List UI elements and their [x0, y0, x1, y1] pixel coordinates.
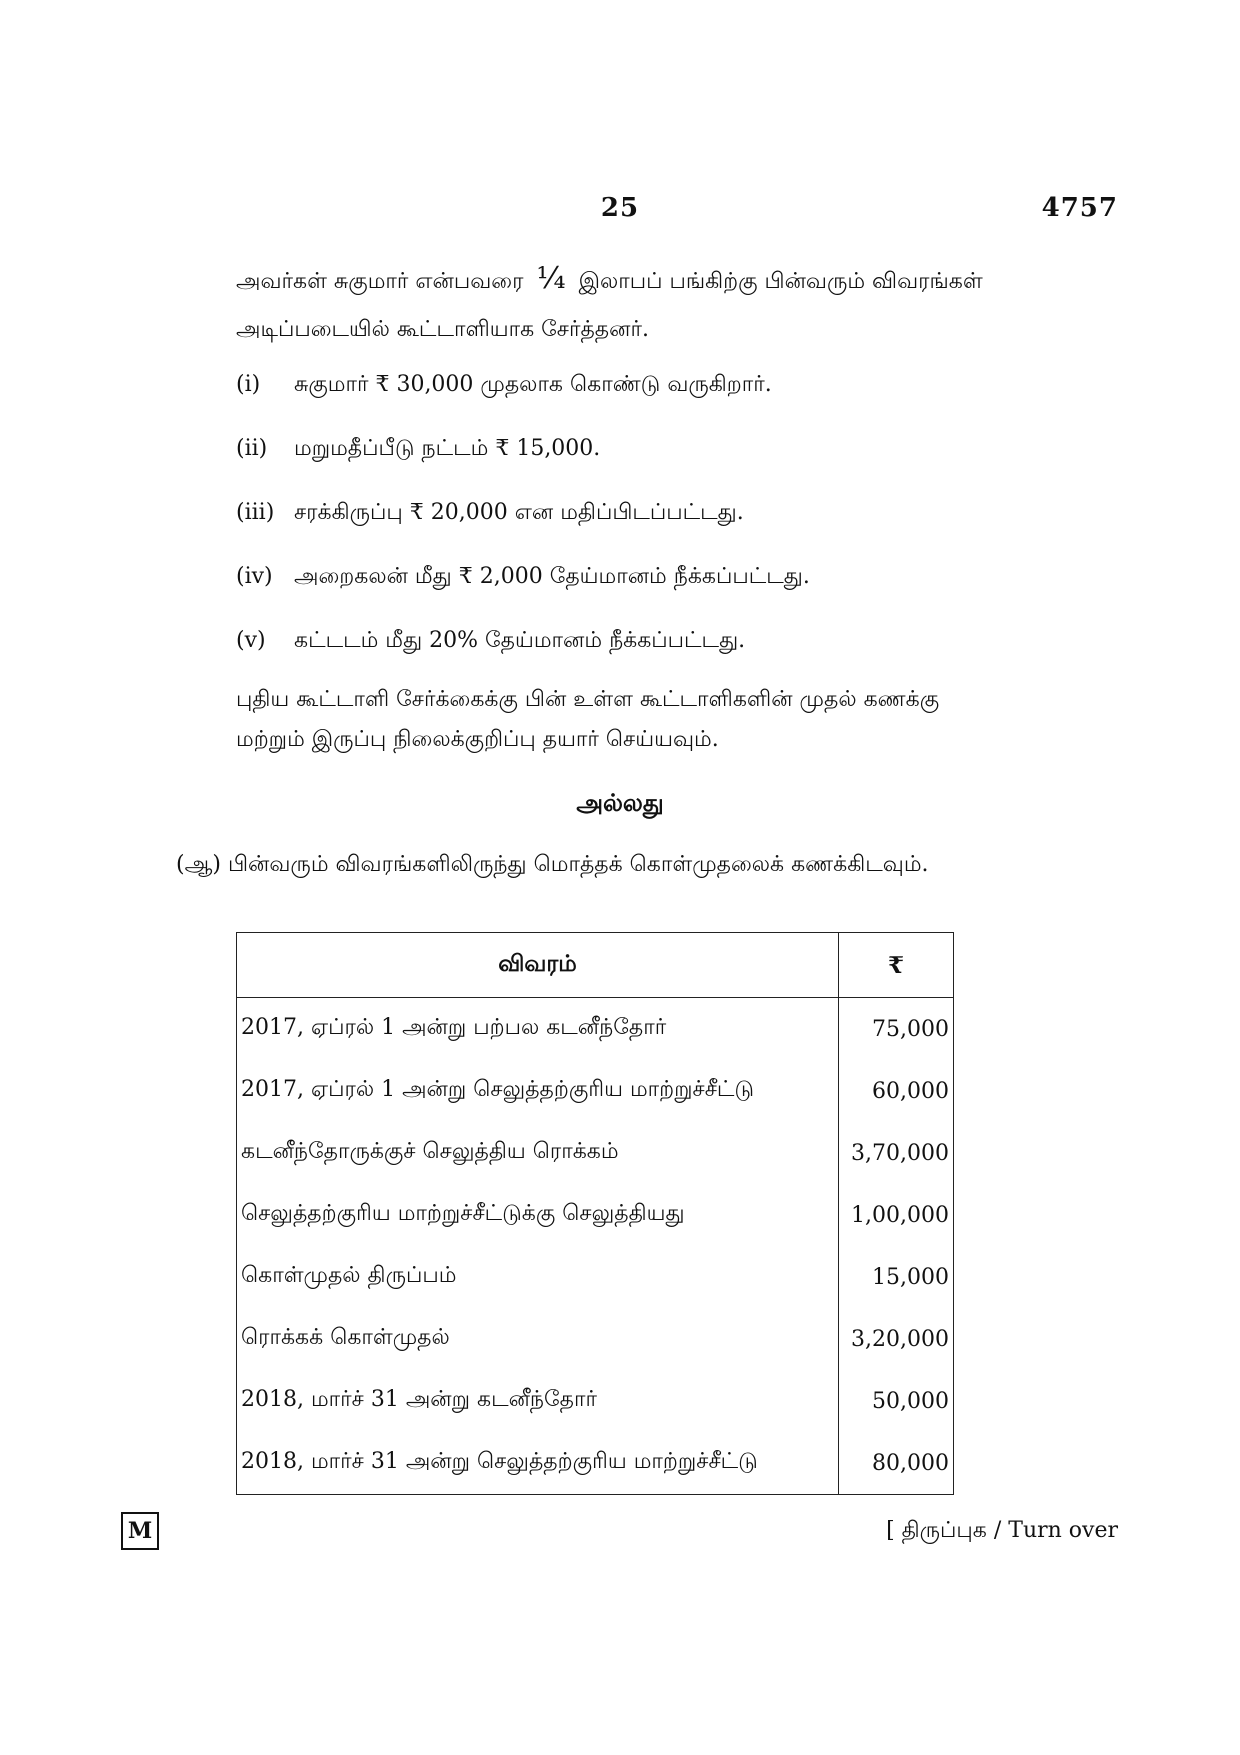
row-amount: 3,70,000: [839, 1122, 954, 1184]
item-number: (i): [236, 372, 261, 397]
share-fraction: ¼: [536, 261, 566, 296]
instruction-line-1: புதிய கூட்டாளி சேர்க்கைக்கு பின் உள்ள கூட்டாளிகளின் முதல் கணக்கு: [236, 687, 940, 712]
table-row: [237, 1432, 954, 1495]
particulars-header: விவரம்: [237, 933, 839, 998]
item-text: மறுமதீப்பீடு நட்டம் ₹ 15,000.: [294, 436, 601, 461]
list-item: [236, 372, 772, 400]
row-amount: 50,000: [839, 1370, 954, 1432]
list-item: [236, 564, 810, 592]
intro-line-1-start: அவர்கள் சுகுமார் என்பவரை: [236, 269, 524, 294]
table-row: [237, 1184, 954, 1246]
table-row: [237, 998, 954, 1061]
table-header-row: [237, 933, 954, 998]
row-amount: 1,00,000: [839, 1184, 954, 1246]
row-label: ரொக்கக் கொள்முதல்: [237, 1308, 839, 1370]
turn-over-note: [ திருப்புக / Turn over: [886, 1518, 1118, 1543]
item-number: (v): [236, 628, 266, 653]
m-box-marker: M: [121, 1512, 159, 1550]
row-amount: 15,000: [839, 1246, 954, 1308]
row-amount: 60,000: [839, 1060, 954, 1122]
page-number: 25: [600, 193, 640, 223]
row-label: 2017, ஏப்ரல் 1 அன்று பற்பல கடனீந்தோர்: [237, 998, 839, 1061]
item-number: (ii): [236, 436, 268, 461]
paper-code: 4757: [1041, 193, 1118, 223]
intro-line-2: அடிப்படையில் கூட்டாளியாக சேர்த்தனர்.: [236, 317, 649, 342]
row-amount: 75,000: [839, 998, 954, 1061]
row-label: செலுத்தற்குரிய மாற்றுச்சீட்டுக்கு செலுத்தியது: [237, 1184, 839, 1246]
intro-line-1: [236, 255, 1086, 306]
item-number: (iv): [236, 564, 273, 589]
item-number: (iii): [236, 500, 275, 525]
or-separator: அல்லது: [576, 788, 664, 817]
intro-line-1-end: இலாபப் பங்கிற்கு பின்வரும் விவரங்கள்: [578, 269, 983, 294]
item-text: சுகுமார் ₹ 30,000 முதலாக கொண்டு வருகிறார்.: [294, 372, 772, 397]
row-label: 2018, மார்ச் 31 அன்று கடனீந்தோர்: [237, 1370, 839, 1432]
list-item: [236, 628, 745, 656]
intro-paragraph: [236, 255, 1086, 354]
row-label: கொள்முதல் திருப்பம்: [237, 1246, 839, 1308]
question-b: (ஆ) பின்வரும் விவரங்களிலிருந்து மொத்தக் கொள்முதலைக் கணக்கிடவும்.: [176, 852, 929, 877]
row-amount: 80,000: [839, 1432, 954, 1495]
table-row: [237, 1308, 954, 1370]
list-item: [236, 500, 744, 528]
instruction-line-2: மற்றும் இருப்பு நிலைக்குறிப்பு தயார் செய்யவும்.: [236, 727, 719, 752]
item-text: கட்டடம் மீது 20% தேய்மானம் நீக்கப்பட்டது.: [294, 628, 746, 653]
table-row: [237, 1246, 954, 1308]
row-label: 2017, ஏப்ரல் 1 அன்று செலுத்தற்குரிய மாற்றுச்சீட்டு: [237, 1060, 839, 1122]
row-amount: 3,20,000: [839, 1308, 954, 1370]
table-row: [237, 1060, 954, 1122]
table-row: [237, 1370, 954, 1432]
purchases-table: [236, 932, 954, 1495]
list-item: [236, 436, 600, 464]
amount-header: ₹: [839, 933, 954, 998]
item-text: சரக்கிருப்பு ₹ 20,000 என மதிப்பிடப்பட்டது.: [294, 500, 744, 525]
row-label: கடனீந்தோருக்குச் செலுத்திய ரொக்கம்: [237, 1122, 839, 1184]
table-row: [237, 1122, 954, 1184]
item-text: அறைகலன் மீது ₹ 2,000 தேய்மானம் நீக்கப்பட்டது.: [294, 564, 810, 589]
row-label: 2018, மார்ச் 31 அன்று செலுத்தற்குரிய மாற்றுச்சீட்டு: [237, 1432, 839, 1495]
instruction-paragraph: [236, 680, 1086, 760]
